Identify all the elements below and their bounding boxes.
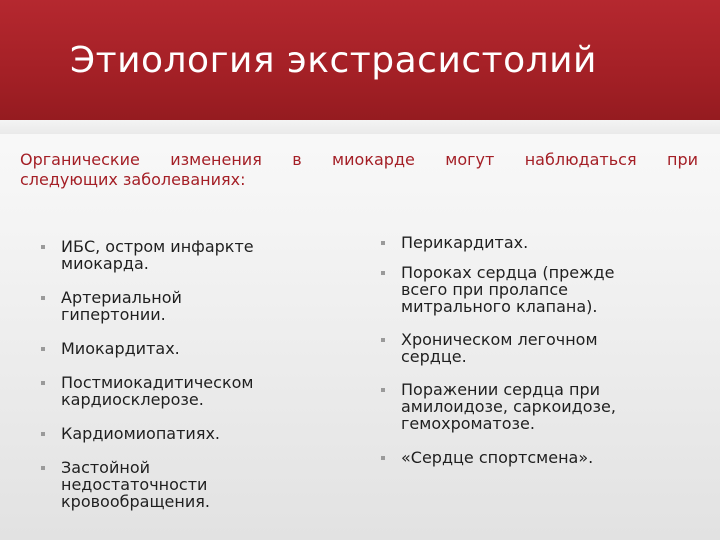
list-item: Постмиокадитическом кардиосклерозе.: [40, 374, 286, 408]
list-item: Хроническом легочном сердце.: [380, 331, 641, 365]
list-item: Миокардитах.: [40, 340, 281, 357]
list-item: Застойной недостаточности кровообращения.: [40, 459, 261, 510]
intro-text: [20, 150, 698, 190]
slide-title: Этиология экстрасистолий: [70, 40, 597, 81]
list-item: Поражении сердца при амилоидозе, саркоидозе, гемохроматозе.: [380, 381, 641, 432]
intro-line-2: следующих заболеваниях:: [20, 170, 246, 189]
list-item: Перикардитах.: [380, 234, 651, 251]
right-bullet-list: [380, 234, 680, 466]
list-item: ИБС, остром инфаркте миокарда.: [40, 238, 281, 272]
list-item: Кардиомиопатиях.: [40, 425, 286, 442]
list-item: «Сердце спортсмена».: [380, 449, 661, 466]
intro-line-1: Органические изменения в миокарде могут наблюдаться при: [20, 150, 698, 169]
title-banner: [0, 0, 720, 120]
left-bullet-list: [40, 238, 300, 510]
list-item: Пороках сердца (прежде всего при пролапсе митрального клапана).: [380, 264, 656, 315]
banner-divider: [0, 120, 720, 134]
list-item: Артериальной гипертонии.: [40, 289, 221, 323]
